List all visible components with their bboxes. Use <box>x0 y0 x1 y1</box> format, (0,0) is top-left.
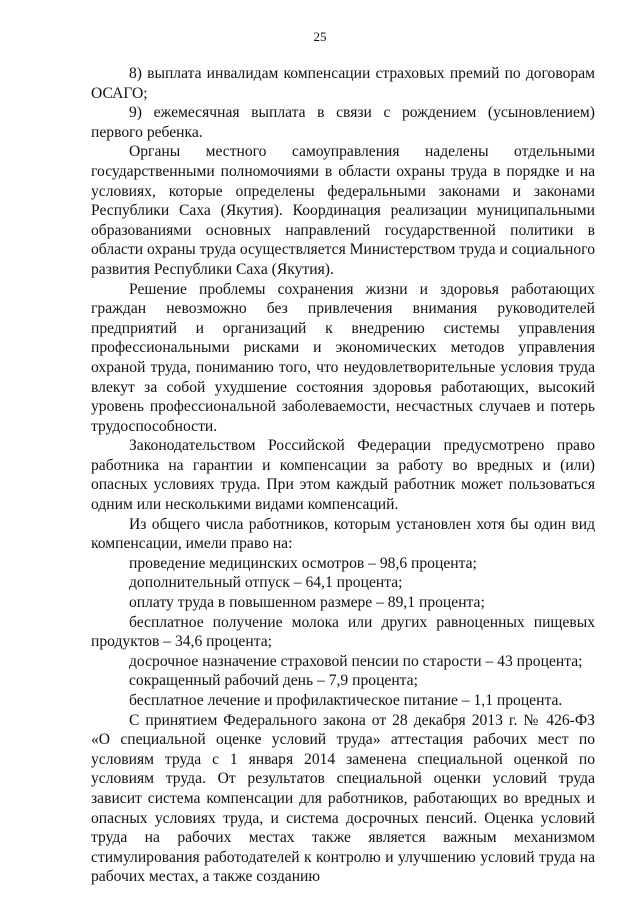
list-item-free-treatment: бесплатное лечение и профилактическое питание – 1,1 процента. <box>129 692 563 709</box>
paragraph-worker-health: Решение проблемы сохранения жизни и здоровья работающих граждан невозможно без привлечения внимания руководителей предприятий и организаций к внедрению системы управления профессиональными рисками и экономических методов управления охраной труда, пониманию того, что неудовлетворительные условия труда влекут за собой ухудшение состояния здоровья работающих, высокий уровень профессиональной заболеваемости, несчастных случаев и потерь трудоспособности. <box>91 280 595 435</box>
page-number: 25 <box>313 29 327 44</box>
list-item-medical-exams: проведение медицинских осмотров – 98,6 процента; <box>129 554 477 572</box>
list-item-early-pension: досрочное назначение страховой пенсии по старости – 43 процента; <box>129 652 583 670</box>
document-body <box>91 64 595 887</box>
list-item-increased-pay: оплату труда в повышенном размере – 89,1 процента; <box>129 594 485 612</box>
paragraph-item-9-child-payment: 9) ежемесячная выплата в связи с рождением (усыновлением) первого ребенка. <box>91 104 595 141</box>
list-item-extra-leave: дополнительный отпуск – 64,1 процента; <box>129 574 403 592</box>
list-item-free-milk: бесплатное получение молока или других равноценных пищевых продуктов – 34,6 процента; <box>91 613 595 651</box>
paragraph-local-government: Органы местного самоуправления наделены отдельными государственными полномочиями в области охраны труда в порядке и на условиях, которые определены федеральными законами и законами Республики Саха (Якутия). Координация реализации муниципальными образованиями основных направлений государственной политики в области охраны труда осуществляется Министерством труда и социального развития Республики Саха (Якутия). <box>91 143 595 278</box>
paragraph-item-8-osago: 8) выплата инвалидам компенсации страховых премий по договорам ОСАГО; <box>91 65 595 102</box>
list-item-shortened-day: сокращенный рабочий день – 7,9 процента; <box>129 672 418 690</box>
paragraph-legislation: Законодательством Российской Федерации предусмотрено право работника на гарантии и компенсации за работу во вредных и (или) опасных условиях труда. При этом каждый работник может пользоваться одним или несколькими видами компенсаций. <box>91 437 595 514</box>
paragraph-compensation-intro: Из общего числа работников, которым установлен хотя бы один вид компенсации, имели право на: <box>91 515 595 553</box>
paragraph-special-assessment: С принятием Федерального закона от 28 декабря 2013 г. № 426-ФЗ «О специальной оценке условий труда» аттестация рабочих мест по условиям труда с 1 января 2014 заменена специальной оценкой по условиям труда. От результатов специальной оценки условий труда зависит система компенсации для работников, работающих во вредных и опасных условиях труда, и система досрочных пенсий. Оценка условий труда на рабочих местах также является важным механизмом стимулирования работодателей к контролю и улучшению условий труда на рабочих местах, а также созданию <box>91 711 595 886</box>
